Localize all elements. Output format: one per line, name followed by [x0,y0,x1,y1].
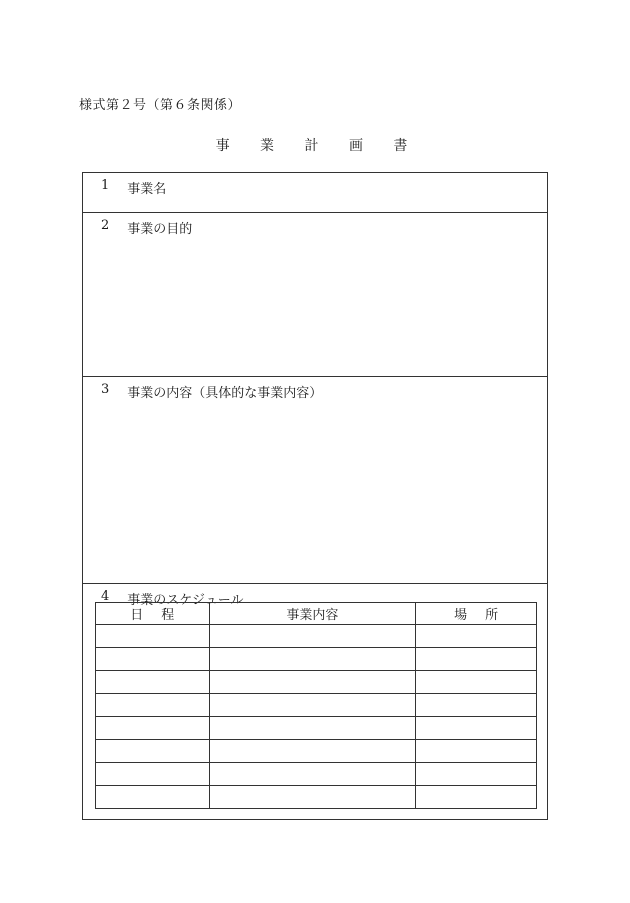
content-cell[interactable] [209,763,416,786]
column-header-place: 場所 [416,603,537,625]
place-cell[interactable] [416,717,537,740]
place-cell[interactable] [416,786,537,809]
schedule-header-row [96,603,537,625]
section-number: 2 [101,218,110,233]
date-cell[interactable] [96,717,210,740]
form-number: 様式第２号（第６条関係） [79,98,242,113]
table-row [96,740,537,763]
section-project-name[interactable] [83,173,547,213]
content-cell[interactable] [209,625,416,648]
table-row [96,763,537,786]
section-number: 3 [101,382,110,397]
section-number: 4 [101,589,110,604]
form-frame [82,172,548,820]
section-heading [101,218,192,237]
schedule-table [95,602,537,809]
section-number: 1 [101,178,110,193]
page-title: 事 業 計 画 書 [215,138,421,154]
table-row [96,648,537,671]
place-cell[interactable] [416,671,537,694]
content-cell[interactable] [209,694,416,717]
date-cell[interactable] [96,648,210,671]
table-row [96,694,537,717]
table-row [96,625,537,648]
place-cell[interactable] [416,763,537,786]
place-cell[interactable] [416,740,537,763]
date-cell[interactable] [96,786,210,809]
content-cell[interactable] [209,671,416,694]
place-cell[interactable] [416,694,537,717]
column-header-date: 日程 [96,603,210,625]
section-heading [101,382,322,401]
section-label: 事業名 [127,182,167,197]
place-cell[interactable] [416,648,537,671]
column-header-content: 事業内容 [209,603,416,625]
content-cell[interactable] [209,648,416,671]
date-cell[interactable] [96,671,210,694]
section-label: 事業の目的 [127,222,193,237]
date-cell[interactable] [96,740,210,763]
table-row [96,671,537,694]
section-label: 事業のスケジュール [127,593,244,608]
date-cell[interactable] [96,694,210,717]
content-cell[interactable] [209,786,416,809]
section-project-schedule [83,584,547,820]
table-row [96,717,537,740]
table-row [96,786,537,809]
place-cell[interactable] [416,625,537,648]
content-cell[interactable] [209,717,416,740]
section-project-purpose[interactable] [83,213,547,377]
content-cell[interactable] [209,740,416,763]
section-label: 事業の内容（具体的な事業内容） [127,386,323,401]
date-cell[interactable] [96,625,210,648]
section-project-content[interactable] [83,377,547,584]
date-cell[interactable] [96,763,210,786]
section-heading [101,178,166,197]
